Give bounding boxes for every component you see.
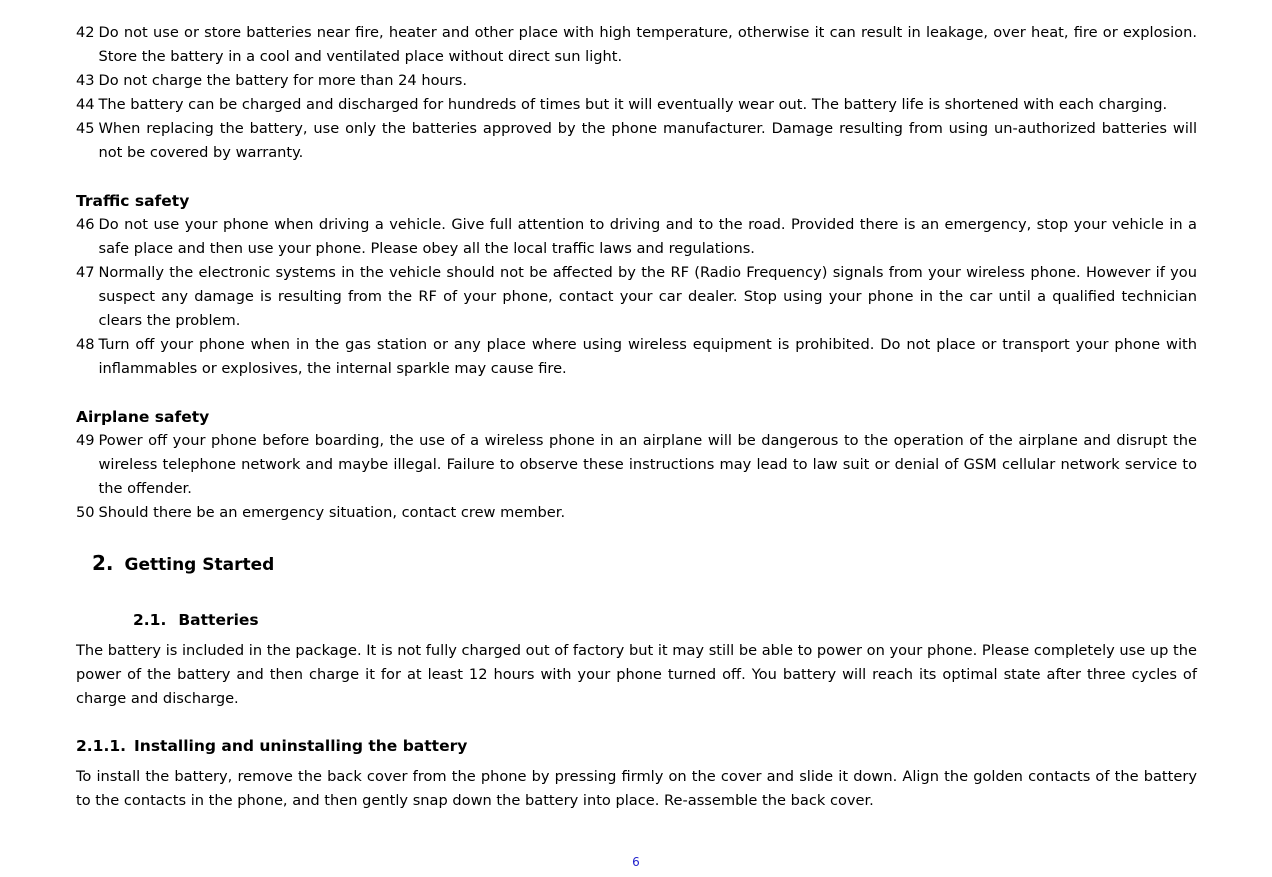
- item-text: Do not use your phone when driving a vehicle. Give full attention to driving and to the road. Provided there is an emergency, stop your vehicle in a safe place and then use your phone. Please obey all the local traffic laws and regulations.: [98, 216, 1197, 257]
- item-number: 43: [76, 72, 95, 89]
- subsubsection-number: 2.1.1.: [76, 737, 127, 755]
- item-text: Should there be an emergency situation, contact crew member.: [98, 504, 566, 521]
- list-item: [76, 213, 1197, 261]
- section-title: Getting Started: [124, 555, 275, 575]
- item-text: Normally the electronic systems in the vehicle should not be affected by the RF (Radio Frequency) signals from your wireless phone. However if you suspect any damage is resulting from the RF of your phone, contact your car dealer. Stop using your phone in the car until a qualified technician clears the problem.: [98, 264, 1197, 329]
- item-number: 44: [76, 96, 95, 113]
- list-item: [76, 117, 1197, 165]
- list-item: [76, 429, 1197, 501]
- subsection-title: Batteries: [178, 611, 259, 629]
- list-item: [76, 69, 1197, 93]
- list-item: [76, 261, 1197, 333]
- subsection-number: 2.1.: [133, 611, 167, 629]
- item-number: 47: [76, 264, 95, 281]
- item-number: 49: [76, 432, 95, 449]
- item-text: The battery can be charged and discharged for hundreds of times but it will eventually wear out. The battery life is shortened with each charging.: [98, 96, 1168, 113]
- item-number: 50: [76, 504, 95, 521]
- list-item: [76, 333, 1197, 381]
- item-number: 42: [76, 24, 95, 41]
- list-item: [76, 501, 1197, 525]
- traffic-safety-heading: Traffic safety: [76, 192, 190, 210]
- safety-list: [76, 21, 1197, 525]
- batteries-paragraph: The battery is included in the package. It is not fully charged out of factory but it may still be able to power on your phone. Please completely use up the power of the battery and then charge it for at least 12 hours with your phone turned off. You battery will reach its optimal state after three cycles of charge and discharge.: [76, 642, 1197, 707]
- item-number: 46: [76, 216, 95, 233]
- item-text: Power off your phone before boarding, the use of a wireless phone in an airplane will be dangerous to the operation of the airplane and disrupt the wireless telephone network and maybe illegal. Failure to observe these instructions may lead to law suit or denial of GSM cellular network service to the offender.: [98, 432, 1197, 497]
- airplane-safety-heading: Airplane safety: [76, 408, 210, 426]
- section-heading-getting-started: [92, 551, 274, 575]
- item-text: When replacing the battery, use only the batteries approved by the phone manufacturer. Damage resulting from using un-authorized batteries will not be covered by warranty.: [98, 120, 1197, 161]
- item-text: Turn off your phone when in the gas station or any place where using wireless equipment is prohibited. Do not place or transport your phone with inflammables or explosives, the internal sparkle may cause fire.: [98, 336, 1197, 377]
- subsubsection-heading-install: [76, 737, 467, 755]
- item-text: Do not charge the battery for more than 24 hours.: [98, 72, 468, 89]
- page-number: 6: [632, 855, 640, 869]
- subsubsection-title: Installing and uninstalling the battery: [134, 737, 468, 755]
- item-text: Do not use or store batteries near fire, heater and other place with high temperature, otherwise it can result in leakage, over heat, fire or explosion. Store the battery in a cool and ventilated place without direct sun light.: [98, 24, 1197, 65]
- item-number: 48: [76, 336, 95, 353]
- subsection-heading-batteries: [133, 611, 259, 629]
- section-number: 2.: [92, 551, 114, 575]
- list-item: [76, 21, 1197, 69]
- item-number: 45: [76, 120, 95, 137]
- install-paragraph: To install the battery, remove the back cover from the phone by pressing firmly on the cover and slide it down. Align the golden contacts of the battery to the contacts in the phone, and then gently snap down the battery into place. Re-assemble the back cover.: [76, 768, 1197, 809]
- list-item: [76, 93, 1197, 117]
